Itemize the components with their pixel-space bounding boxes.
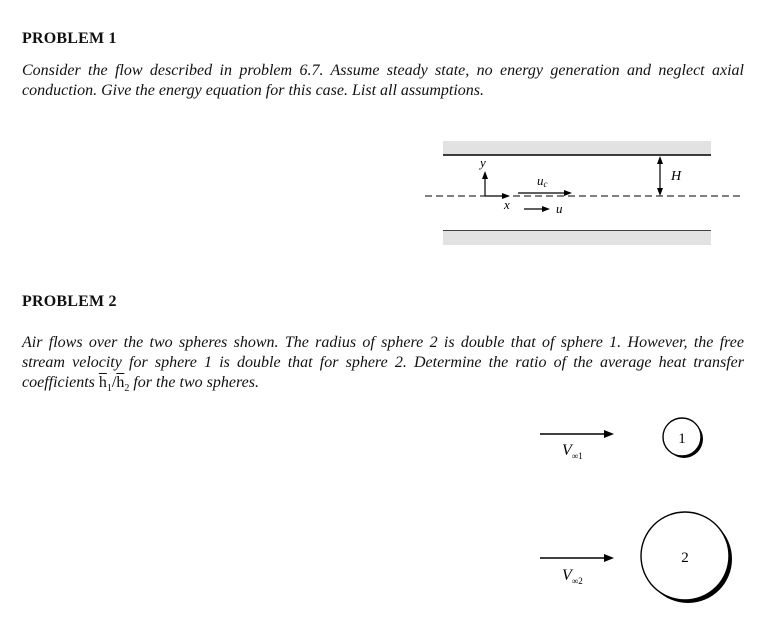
bottom-wall-shade [443, 231, 711, 245]
y-axis-label: y [480, 155, 486, 170]
top-wall-shade [443, 141, 711, 155]
x-axis-label: x [504, 197, 510, 212]
problem-2-heading: PROBLEM 2 [22, 293, 117, 310]
y-axis-arrowhead [482, 171, 488, 179]
problem-1-text: Consider the flow described in problem 6.7. Assume steady state, no energy generation and neglect axial conduction. Give the energy equation for this case. List all assumptions. [22, 62, 744, 99]
u-label: u [556, 201, 563, 216]
u-arrowhead [542, 206, 550, 212]
sphere-2-label: 2 [681, 550, 689, 566]
vinf1-arrowhead [604, 430, 614, 438]
problem-2-text: Air flows over the two spheres shown. The radius of sphere 2 is double that of sphere 1. However, the free stream velocity for sphere 1 is double that for sphere 2. Determine the ratio of the average heat transfer coefficients $\overline{h}_1/\overline{h}_2$ for the two spheres. [22, 334, 744, 395]
h-label: H [671, 169, 682, 184]
h-dimension-top-arrowhead [657, 156, 663, 164]
vinf1-label: $V_{\infty 1}$ [562, 442, 583, 461]
vinf2-arrowhead [604, 554, 614, 562]
uc-label: uc [537, 173, 548, 189]
uc-arrowhead [564, 190, 572, 196]
sphere-1-label: 1 [678, 431, 686, 447]
h-dimension-bottom-arrowhead [657, 188, 663, 196]
vinf2-label: $V_{\infty 2}$ [562, 567, 583, 586]
problem-1-heading: PROBLEM 1 [22, 30, 117, 47]
